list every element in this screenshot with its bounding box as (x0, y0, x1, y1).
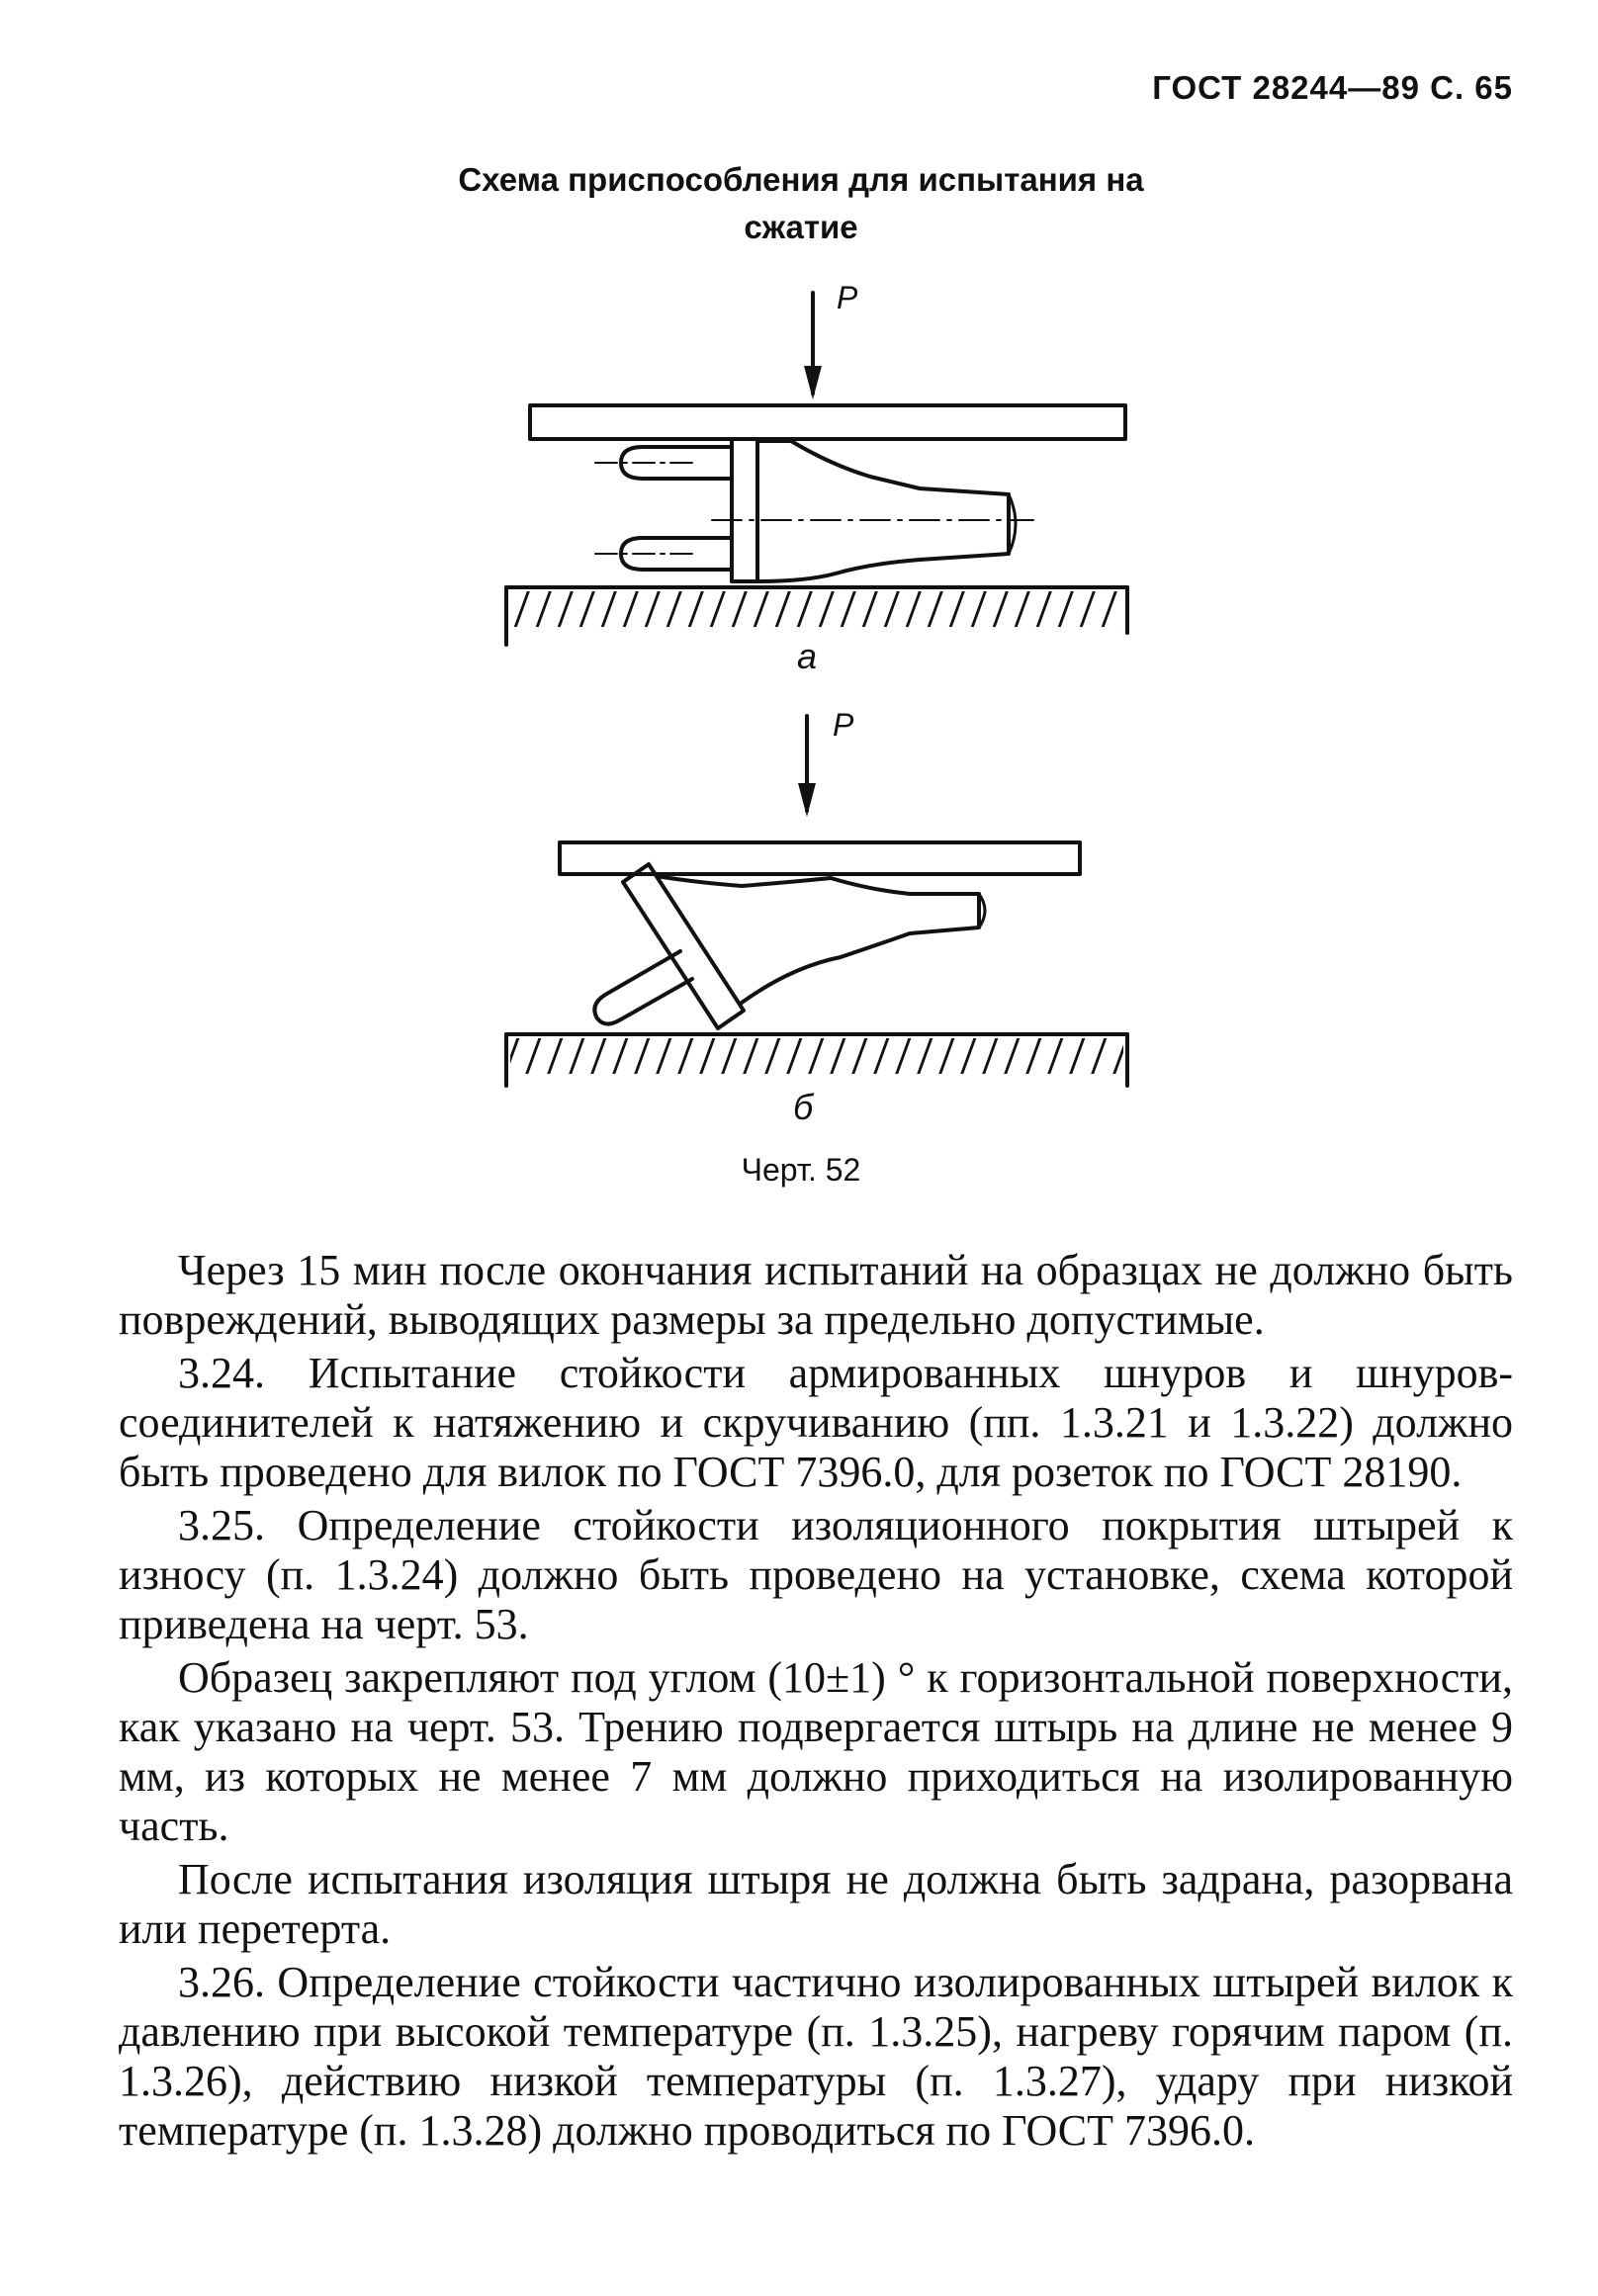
paragraph: 3.26. Определение стойкости частично изолированных штырей вилок к давлению при высокой температуре (п. 1.3.25), нагреву горячим паром (п. 1.3.26), действию низкой температуры (п. 1.3.27), удару при низкой температуре (п. 1.3.28) должно проводиться по ГОСТ 7396.0. (119, 1958, 1513, 2155)
paragraph: 3.24. Испытание стойкости армированных шнуров и шнуров-соединителей к натяжению и скручиванию (пп. 1.3.21 и 1.3.22) должно быть проведено для вилок по ГОСТ 7396.0, для розеток по ГОСТ 28190. (119, 1349, 1513, 1496)
figure-title-line-1: Схема приспособления для испытания на (458, 161, 1144, 198)
paragraph: После испытания изоляция штыря не должна быть задрана, разорвана или перетерта. (119, 1855, 1513, 1953)
press-plate-b (560, 842, 1080, 874)
arrow-head-b (798, 783, 816, 817)
pin-b (594, 951, 692, 1024)
diagram-a (506, 280, 1127, 676)
plug-body-a (757, 441, 1009, 581)
body-text (119, 1246, 1513, 2160)
sub-label-a: а (797, 636, 818, 676)
paragraph: Образец закрепляют под углом (10±1) ° к горизонтальной поверхности, как указано на черт. 53. Трению подвергается штырь на длине не менее 9 мм, из которых не менее 7 мм должно приходиться на изолированную часть. (119, 1653, 1513, 1850)
paragraph: 3.25. Определение стойкости изоляционного покрытия штырей к износу (п. 1.3.24) должно быть проведено на установке, схема которой приведена на черт. 53. (119, 1501, 1513, 1648)
force-label-b: P (833, 707, 854, 743)
base-hatch-b (510, 1038, 1123, 1074)
compression-test-diagram (0, 0, 1598, 1147)
page-header: ГОСТ 28244—89 С. 65 (1152, 69, 1513, 106)
plug-body-b (657, 876, 979, 1003)
force-label-a: P (837, 280, 858, 315)
sub-label-b: б (793, 1087, 814, 1127)
plug-face-a (732, 439, 757, 581)
figure-caption: Черт. 52 (741, 1152, 861, 1188)
press-plate-a (530, 405, 1125, 439)
base-hatch-a (510, 591, 1123, 627)
arrow-head-a (804, 366, 822, 399)
figure-title-line-2: сжатие (744, 209, 858, 245)
paragraph: Через 15 мин после окончания испытаний на образцах не должно быть повреждений, выводящих размеры за предельно допустимые. (119, 1246, 1513, 1344)
diagram-b (506, 707, 1127, 1127)
plug-face-b (623, 864, 744, 1028)
